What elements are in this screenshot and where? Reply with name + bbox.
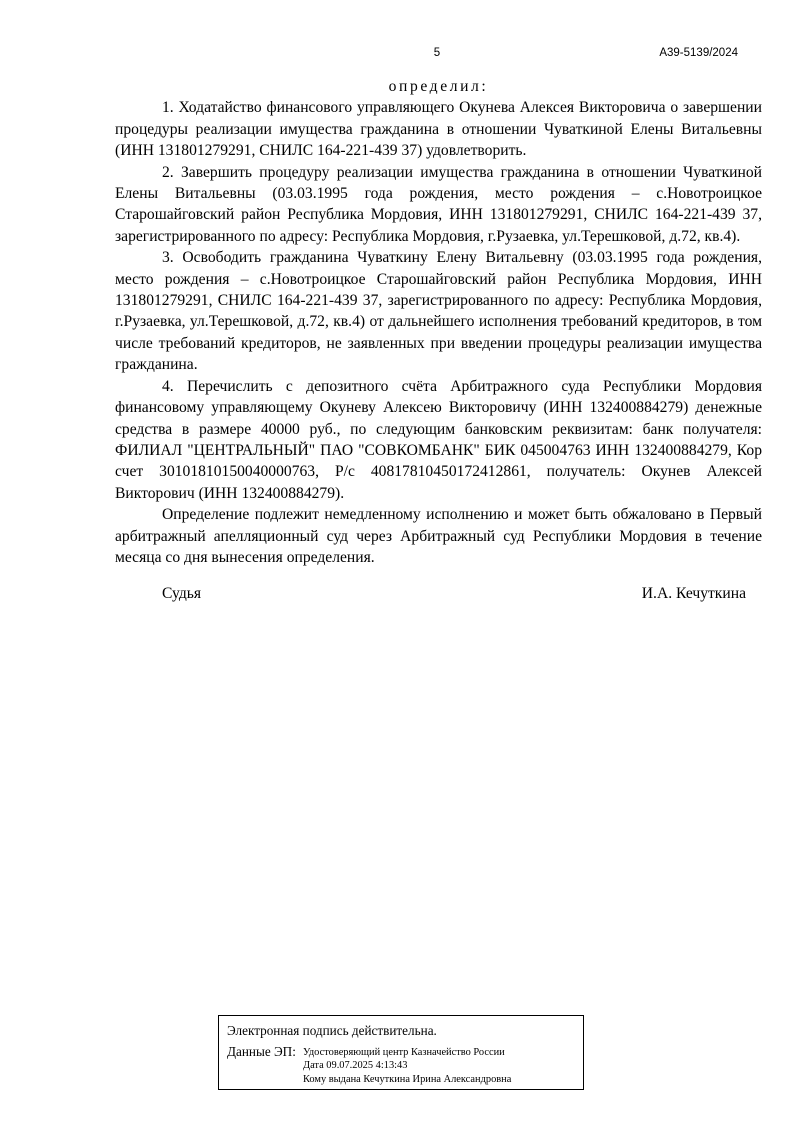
ruling-paragraph-1: 1. Ходатайство финансового управляющего Окунева Алексея Викторовича о завершении процедуры реализации имущества гражданина в отношении Чуваткиной Елены Витальевны (ИНН 131801279291, СНИЛС 164-221-439 37) удовлетворить. (115, 99, 762, 160)
case-number: А39-5139/2024 (659, 47, 738, 59)
esign-details (303, 1046, 511, 1086)
esign-status: Электронная подпись действительна. (227, 1023, 437, 1038)
esign-data-label: Данные ЭП: (227, 1044, 296, 1059)
page-number: 5 (433, 47, 441, 59)
ruling-paragraph-3: 3. Освободить гражданина Чуваткину Елену Витальевну (03.03.1995 года рождения, место рождения – с.Новотроицкое Старошайговский район Республика Мордовия, ИНН 131801279291, СНИЛС 164-221-439 37, зарегистрированного по адресу: Республика Мордовия, г.Рузаевка, ул.Терешковой, д.72, кв.4) от дальнейшего исполнения требований кредиторов, в том числе требований кредиторов, не заявленных при введении процедуры реализации имущества гражданина. (115, 249, 762, 374)
ruling-heading: определил: (388, 78, 489, 95)
judge-label: Судья (162, 585, 202, 603)
ruling-paragraph-4: 4. Перечислить с депозитного счёта Арбитражного суда Республики Мордовия финансовому управляющему Окуневу Алексею Викторовичу (ИНН 132400884279) денежные средства в размере 40000 руб., по следующим банковским реквизитам: банк получателя: ФИЛИАЛ "ЦЕНТРАЛЬНЫЙ" ПАО "СОВКОМБАНК" БИК 045004763 ИНН 132400884279, Кор счет 30101810150040000763, Р/с 40817810450172412861, получатель: Окунев Алексей Викторович (ИНН 132400884279). (115, 377, 762, 502)
signature-row (115, 583, 762, 605)
electronic-signature-box (218, 1015, 584, 1090)
esign-date: Дата 09.07.2025 4:13:43 (303, 1060, 408, 1072)
ruling-paragraph-2: 2. Завершить процедуру реализации имущества гражданина в отношении Чуваткиной Елены Витальевны (03.03.1995 года рождения, место рождения – с.Новотроицкое Старошайговский район Республика Мордовия, ИНН 131801279291, СНИЛС 164-221-439 37, зарегистрированного по адресу: Республика Мордовия, г.Рузаевка, ул.Терешковой, д.72, кв.4). (115, 163, 762, 245)
judge-name: И.А. Кечуткина (641, 585, 746, 603)
appeal-notice: Определение подлежит немедленному исполнению и может быть обжаловано в Первый арбитражный апелляционный суд через Арбитражный суд Республики Мордовия в течение месяца со дня вынесения определения. (115, 506, 762, 566)
esign-owner: Кому выдана Кечуткина Ирина Александровна (303, 1073, 512, 1085)
esign-issuer: Удостоверяющий центр Казначейство России (303, 1047, 505, 1058)
document-body (115, 76, 762, 605)
